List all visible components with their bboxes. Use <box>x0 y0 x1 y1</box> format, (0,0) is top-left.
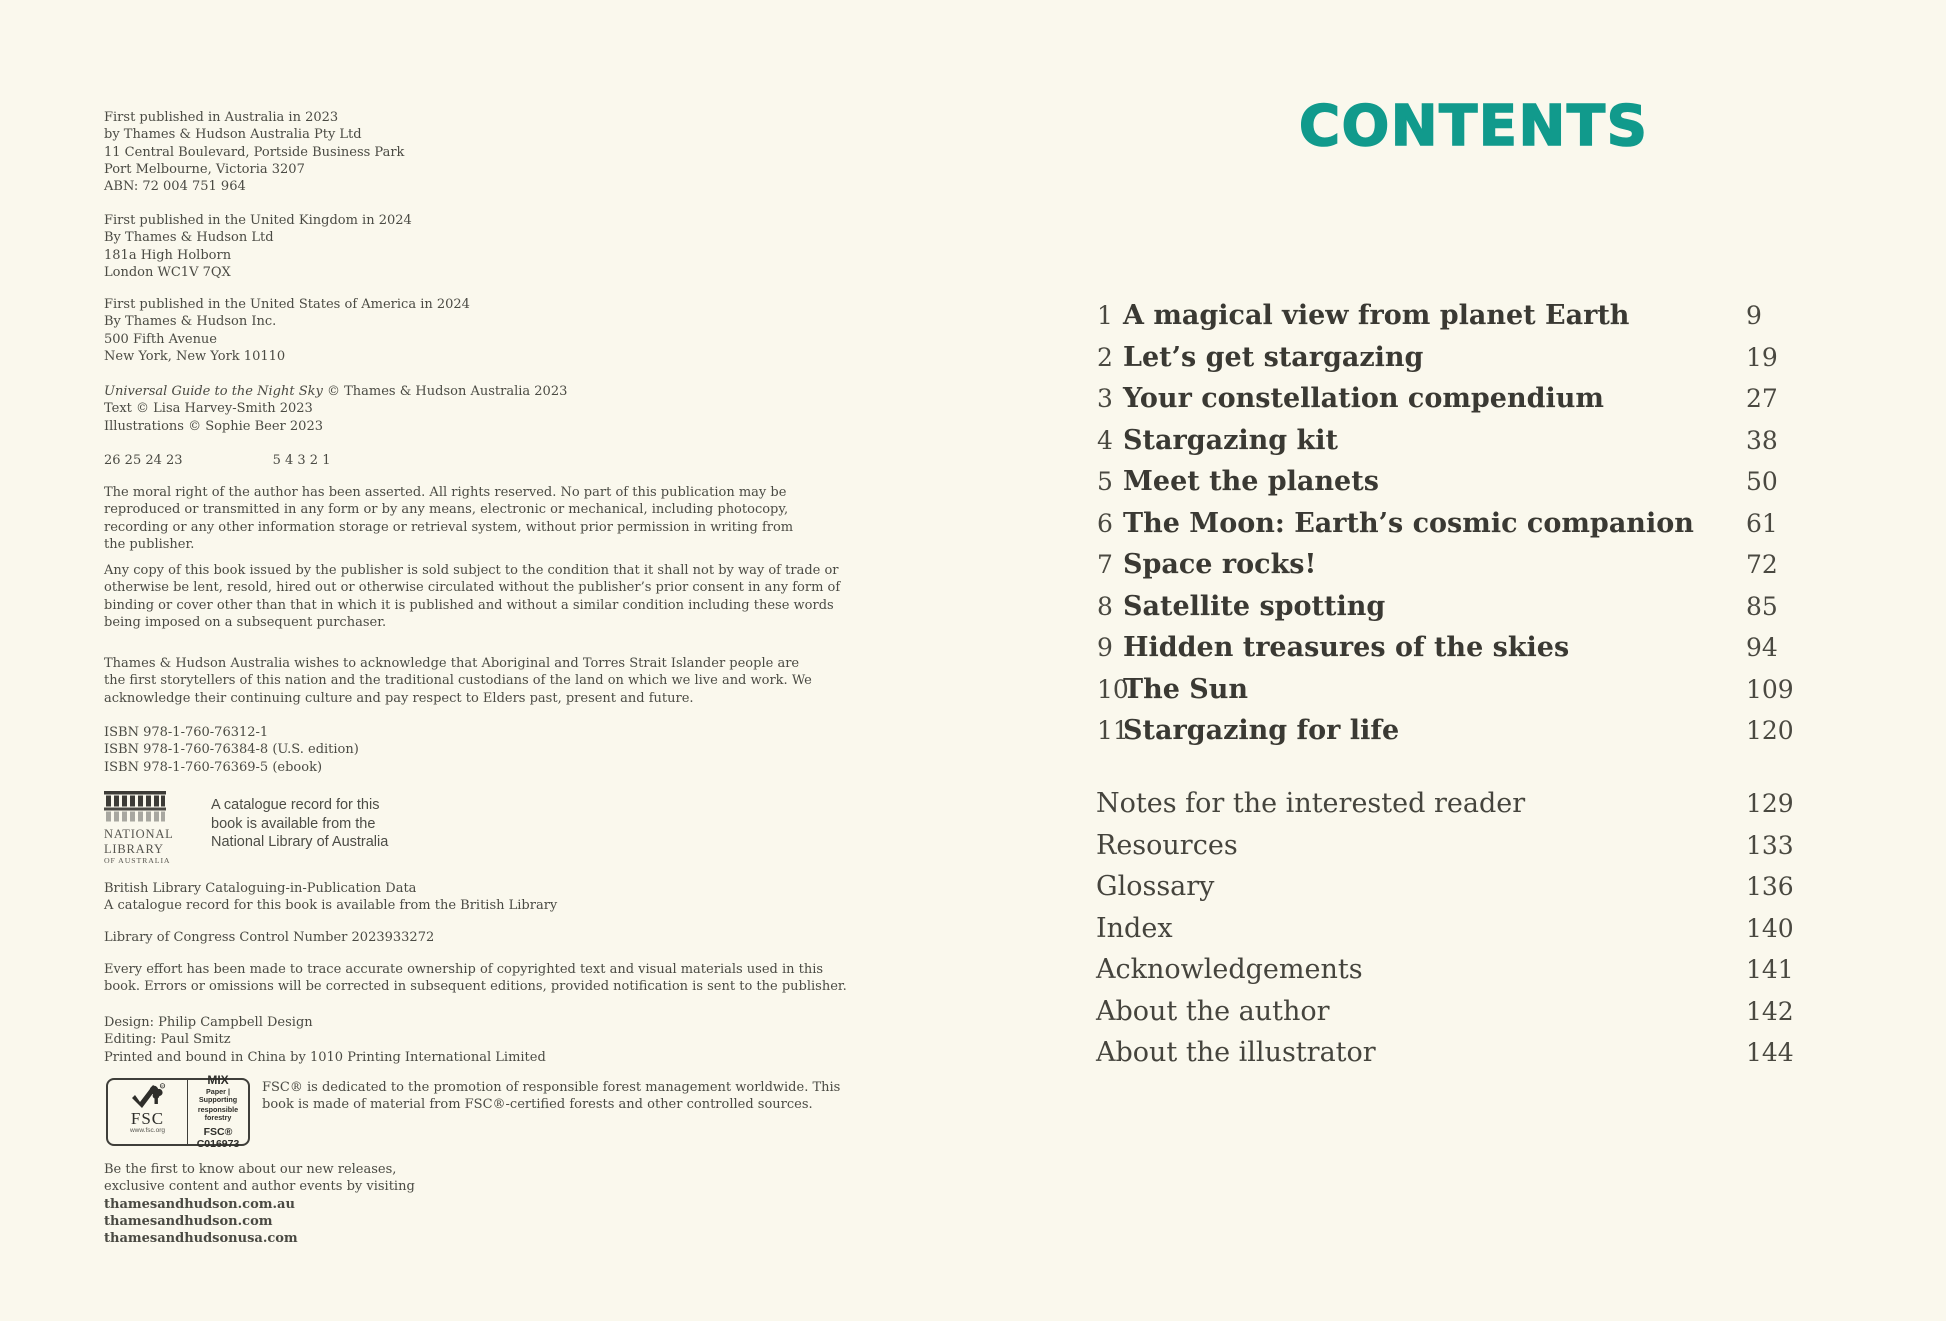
rights-note-paragraph <box>104 961 847 996</box>
chapter-number: 5 <box>1097 467 1113 496</box>
imprint-line: Thames & Hudson Australia wishes to acknowledge that Aboriginal and Torres Strait Islander people are <box>104 656 800 671</box>
contents-heading: CONTENTS <box>1299 94 1649 159</box>
toc-row <box>1096 544 1796 586</box>
chapter-title: The Sun <box>1123 673 1249 705</box>
back-matter-title: About the author <box>1096 995 1330 1027</box>
publisher-website: thamesandhudson.com.au <box>104 1196 295 1212</box>
contents-chapter-list <box>1096 295 1796 752</box>
imprint-line: Illustrations © Sophie Beer 2023 <box>104 418 323 434</box>
back-matter-title: Resources <box>1096 829 1238 861</box>
fsc-note-line: book is made of material from FSC®-certified forests and other controlled sources. <box>262 1097 813 1113</box>
imprint-line: Text © Lisa Harvey-Smith 2023 <box>104 401 313 417</box>
nla-name-line: NATIONAL <box>104 827 174 842</box>
book-title: Universal Guide to the Night Sky <box>104 384 323 399</box>
back-matter-title: Glossary <box>1096 871 1215 902</box>
nla-note-line: A catalogue record for this <box>211 797 380 813</box>
back-matter-page-number: 142 <box>1746 996 1794 1026</box>
imprint-line: recording or any other information storage or retrieval system, without prior permission in writing from <box>104 519 794 535</box>
chapter-page-number: 27 <box>1746 384 1778 413</box>
nla-sub-line: OF AUSTRALIA <box>104 856 171 866</box>
fsc-label-left <box>108 1080 188 1144</box>
imprint-line: 11 Central Boulevard, Portside Business Park <box>104 144 405 160</box>
toc-row <box>1096 949 1796 991</box>
edition-uk <box>104 212 412 281</box>
fsc-label <box>106 1073 250 1150</box>
copyright-holder: © Thames & Hudson Australia 2023 <box>322 384 568 399</box>
chapter-number: 1 <box>1097 301 1113 330</box>
fsc-tagline: Paper | Supporting <box>198 1087 238 1105</box>
toc-row <box>1096 991 1796 1033</box>
isbn-line: ISBN 978-1-760-76384-8 (U.S. edition) <box>104 742 359 758</box>
edition-australia <box>104 109 404 195</box>
back-matter-title: Acknowledgements <box>1096 954 1363 985</box>
credits-block <box>104 1014 546 1066</box>
chapter-number: 3 <box>1097 384 1113 413</box>
imprint-line: the publisher. <box>104 536 195 552</box>
imprint-line: First published in the United Kingdom in 2024 <box>104 213 412 228</box>
chapter-page-number: 38 <box>1746 425 1778 455</box>
imprint-line: binding or cover other than that in which it is published and without a similar condition including these words <box>104 597 834 613</box>
toc-row <box>1096 295 1796 337</box>
nla-logo <box>104 791 204 866</box>
chapter-page-number: 61 <box>1746 508 1778 538</box>
copyright-block <box>104 383 567 435</box>
toc-row <box>1096 866 1796 908</box>
toc-row <box>1096 337 1796 379</box>
chapter-page-number: 9 <box>1746 301 1762 330</box>
back-matter-page-number: 129 <box>1746 789 1794 818</box>
back-matter-page-number: 140 <box>1746 913 1794 943</box>
chapter-page-number: 85 <box>1746 591 1778 621</box>
chapter-page-number: 109 <box>1746 674 1794 704</box>
imprint-line: Port Melbourne, Victoria 3207 <box>104 161 305 177</box>
fsc-note <box>262 1079 840 1114</box>
imprint-line: New York, New York 10110 <box>104 348 286 364</box>
british-library-block <box>104 880 557 915</box>
fsc-tagline: responsible forestry <box>197 1104 239 1122</box>
chapter-title: Stargazing kit <box>1123 424 1338 456</box>
toc-row <box>1096 627 1796 669</box>
chapter-number: 4 <box>1097 425 1113 455</box>
toc-row <box>1096 503 1796 545</box>
edition-usa <box>104 296 470 365</box>
newsletter-line: exclusive content and author events by visiting <box>104 1179 415 1195</box>
imprint-line: British Library Cataloguing-in-Publication Data <box>104 881 417 896</box>
chapter-number: 7 <box>1097 550 1113 579</box>
credit-line: Printed and bound in China by 1010 Printing International Limited <box>104 1049 546 1065</box>
chapter-title: Satellite spotting <box>1123 590 1386 622</box>
chapter-number: 9 <box>1097 633 1113 662</box>
chapter-number: 6 <box>1097 508 1113 538</box>
imprint-line: otherwise be lent, resold, hired out or otherwise circulated without the publisher’s prior consent in any form of <box>104 580 841 596</box>
chapter-page-number: 72 <box>1746 550 1778 579</box>
chapter-title: Stargazing for life <box>1123 715 1400 746</box>
chapter-number: 10 <box>1097 674 1129 704</box>
imprint-line: Any copy of this book issued by the publisher is sold subject to the condition that it shall not by way of trade or <box>104 563 839 578</box>
contents-back-matter-list <box>1096 783 1796 1074</box>
toc-row <box>1096 586 1796 628</box>
copyright-title-line <box>104 383 567 400</box>
fsc-tree-icon <box>130 1083 166 1111</box>
nla-note-line: book is available from the <box>211 815 376 832</box>
chapter-number: 8 <box>1097 591 1113 621</box>
chapter-page-number: 120 <box>1746 716 1794 745</box>
fsc-mix-label: MIX <box>207 1073 229 1088</box>
credit-line: Design: Philip Campbell Design <box>104 1015 313 1030</box>
chapter-title: Your constellation compendium <box>1123 383 1604 414</box>
chapter-page-number: 94 <box>1746 633 1778 662</box>
nla-building-icon <box>104 791 166 822</box>
back-matter-page-number: 133 <box>1746 830 1794 860</box>
chapter-title: Meet the planets <box>1123 466 1379 497</box>
imprint-line: being imposed on a subsequent purchaser. <box>104 614 387 630</box>
nla-note-line: National Library of Australia <box>211 834 389 851</box>
back-matter-page-number: 136 <box>1746 872 1794 901</box>
fsc-acronym: FSC <box>130 1109 165 1128</box>
back-matter-page-number: 144 <box>1746 1038 1794 1067</box>
chapter-title: A magical view from planet Earth <box>1123 300 1630 331</box>
resale-conditions-paragraph <box>104 562 840 631</box>
newsletter-block <box>104 1161 415 1247</box>
isbn-line: ISBN 978-1-760-76369-5 (ebook) <box>104 759 323 775</box>
chapter-title: Space rocks! <box>1123 549 1317 580</box>
imprint-line: Every effort has been made to trace accurate ownership of copyrighted text and visual materials used in this <box>104 962 824 977</box>
toc-row <box>1096 710 1796 752</box>
back-matter-page-number: 141 <box>1746 955 1794 984</box>
fsc-url: www.fsc.org <box>129 1127 166 1134</box>
toc-row <box>1096 669 1796 711</box>
isbn-block <box>104 724 359 776</box>
nla-name-line: LIBRARY <box>104 841 164 856</box>
imprint-line: by Thames & Hudson Australia Pty Ltd <box>104 127 362 143</box>
publisher-website: thamesandhudson.com <box>104 1213 273 1229</box>
imprint-line: First published in Australia in 2023 <box>104 110 339 125</box>
moral-rights-paragraph <box>104 484 793 553</box>
isbn-line: ISBN 978-1-760-76312-1 <box>104 725 269 740</box>
chapter-title: The Moon: Earth’s cosmic companion <box>1123 507 1694 539</box>
library-of-congress-line <box>104 929 434 946</box>
toc-row <box>1096 908 1796 950</box>
imprint-line: By Thames & Hudson Ltd <box>104 230 274 246</box>
toc-row <box>1096 783 1796 825</box>
newsletter-line: Be the first to know about our new releases, <box>104 1162 397 1177</box>
acknowledgement-paragraph <box>104 655 812 707</box>
imprint-line: 500 Fifth Avenue <box>104 331 218 347</box>
imprint-line: Library of Congress Control Number 2023933272 <box>104 930 435 945</box>
nla-catalogue-block <box>104 791 524 871</box>
toc-row <box>1096 1032 1796 1074</box>
fsc-note-line: FSC® is dedicated to the promotion of responsible forest management worldwide. This <box>262 1080 841 1095</box>
chapter-page-number: 50 <box>1746 467 1778 496</box>
fsc-label-right <box>188 1073 248 1150</box>
toc-row <box>1096 378 1796 420</box>
imprint-line: The moral right of the author has been asserted. All rights reserved. No part of this publication may be <box>104 485 787 500</box>
toc-row <box>1096 825 1796 867</box>
imprint-line: London WC1V 7QX <box>104 264 231 280</box>
fsc-license-code: FSC® C016973 <box>196 1125 240 1150</box>
credit-line: Editing: Paul Smitz <box>104 1032 231 1048</box>
imprint-line: the first storytellers of this nation and the traditional custodians of the land on which we live and work. We <box>104 673 812 689</box>
imprint-line: acknowledge their continuing culture and pay respect to Elders past, present and future. <box>104 690 694 706</box>
imprint-line: ABN: 72 004 751 964 <box>104 179 246 195</box>
print-run-line <box>104 452 330 469</box>
chapter-title: Let’s get stargazing <box>1123 341 1424 373</box>
print-run-years: 26 25 24 23 <box>104 453 183 468</box>
chapter-number: 2 <box>1097 342 1113 372</box>
back-matter-title: Notes for the interested reader <box>1096 788 1526 819</box>
print-run-numbers: 5 4 3 2 1 <box>272 453 331 468</box>
imprint-line: A catalogue record for this book is available from the British Library <box>104 898 558 914</box>
imprint-line: book. Errors or omissions will be corrected in subsequent editions, provided notification is sent to the publisher. <box>104 979 847 995</box>
back-matter-title: Index <box>1096 912 1173 944</box>
chapter-page-number: 19 <box>1746 342 1778 372</box>
chapter-number: 11 <box>1097 716 1129 745</box>
imprint-line: By Thames & Hudson Inc. <box>104 314 277 330</box>
imprint-line: First published in the United States of America in 2024 <box>104 297 470 312</box>
chapter-title: Hidden treasures of the skies <box>1123 632 1570 663</box>
imprint-line: 181a High Holborn <box>104 247 232 263</box>
toc-row <box>1096 461 1796 503</box>
fsc-block <box>104 1073 841 1150</box>
nla-catalogue-note <box>211 796 388 852</box>
svg-text:R: R <box>160 1084 164 1088</box>
toc-row <box>1096 420 1796 462</box>
imprint-line: reproduced or transmitted in any form or by any means, electronic or mechanical, including photocopy, <box>104 502 789 518</box>
publisher-website: thamesandhudsonusa.com <box>104 1231 298 1247</box>
back-matter-title: About the illustrator <box>1096 1037 1376 1068</box>
